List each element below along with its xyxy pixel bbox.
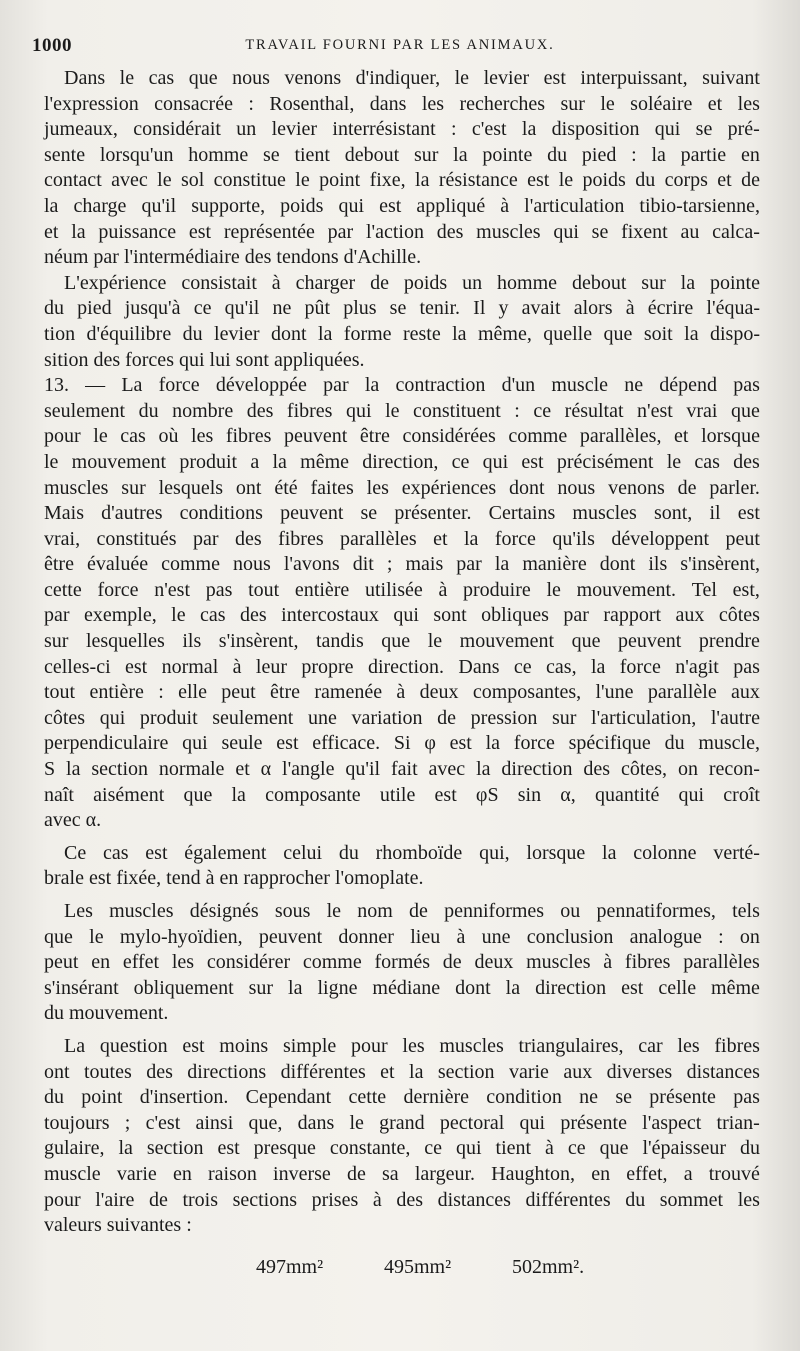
text-body bbox=[44, 66, 760, 1294]
text-line: toujours ; c'est ainsi que, dans le grand pectoral qui présente l'aspect trian- bbox=[44, 1111, 760, 1134]
section-values-row bbox=[44, 1248, 760, 1294]
text-line: 13. — La force développée par la contraction d'un muscle ne dépend pas bbox=[44, 374, 760, 397]
text-line: du point d'insertion. Cependant cette dernière condition ne se présente pas bbox=[44, 1086, 760, 1109]
text-line: ont toutes des directions différentes et la section varie aux diverses distances bbox=[44, 1060, 760, 1083]
paragraph bbox=[44, 271, 760, 373]
text-line: tout entière : elle peut être ramenée à deux composantes, l'une parallèle aux bbox=[44, 681, 760, 704]
text-line: gulaire, la section est presque constante, ce qui tient à ce que l'épaisseur du bbox=[44, 1137, 760, 1160]
text-line: la charge qu'il supporte, poids qui est appliqué à l'articulation tibio-tarsienne, bbox=[44, 194, 760, 217]
text-line: valeurs suivantes : bbox=[44, 1214, 192, 1237]
text-line: jumeaux, considérait un levier interrésistant : c'est la disposition qui se pré- bbox=[44, 118, 760, 141]
paragraph-gap bbox=[44, 1027, 760, 1034]
text-line: cette force n'est pas tout entière utilisée à produire le mouvement. Tel est, bbox=[44, 578, 760, 601]
text-line: néum par l'intermédiaire des tendons d'Achille. bbox=[44, 246, 422, 269]
text-line: Dans le cas que nous venons d'indiquer, le levier est interpuissant, suivant bbox=[64, 67, 760, 89]
text-line: tion d'équilibre du levier dont la forme reste la même, quelle que soit la dispo- bbox=[44, 322, 760, 345]
text-line: l'expression consacrée : Rosenthal, dans les recherches sur le soléaire et les bbox=[44, 92, 760, 115]
page-number: 1000 bbox=[32, 35, 72, 56]
section-value: 497mm² bbox=[256, 1255, 324, 1278]
text-line: La question est moins simple pour les muscles triangulaires, car les fibres bbox=[64, 1034, 760, 1057]
paragraph-gap bbox=[44, 892, 760, 899]
text-line: perpendiculaire qui seule est efficace. Si φ est la force spécifique du muscle, bbox=[44, 732, 760, 755]
text-line: Les muscles désignés sous le nom de penniformes ou pennatiformes, tels bbox=[64, 900, 760, 922]
text-line: et la puissance est représentée par l'action des muscles qui se fixent au calca- bbox=[44, 220, 760, 243]
text-line: avec α. bbox=[44, 809, 102, 832]
text-line: sition des forces qui lui sont appliquées. bbox=[44, 348, 365, 371]
text-line: pour l'aire de trois sections prises à des distances différentes du sommet les bbox=[44, 1188, 760, 1211]
text-line: muscle varie en raison inverse de sa largeur. Haughton, en effet, a trouvé bbox=[44, 1162, 760, 1185]
text-line: contact avec le sol constitue le point fixe, la résistance est le poids du corps et de bbox=[44, 169, 760, 192]
text-line: brale est fixée, tend à en rapprocher l'omoplate. bbox=[44, 867, 424, 890]
paragraph bbox=[44, 841, 760, 892]
paragraph-gap bbox=[44, 834, 760, 841]
text-line: sente lorsqu'un homme se tient debout sur la pointe du pied : la partie en bbox=[44, 143, 760, 166]
text-line: être évaluée comme nous l'avons dit ; mais par la manière dont ils s'insèrent, bbox=[44, 553, 760, 576]
text-line: peut en effet les considérer comme formés de deux muscles à fibres parallèles bbox=[44, 951, 760, 974]
text-line: du mouvement. bbox=[44, 1002, 169, 1025]
paragraph bbox=[44, 373, 760, 834]
text-line: pour le cas où les fibres peuvent être considérées comme parallèles, et lorsque bbox=[44, 425, 760, 448]
section-value: 495mm² bbox=[384, 1255, 452, 1278]
text-line: Ce cas est également celui du rhomboïde qui, lorsque la colonne verté- bbox=[64, 841, 760, 864]
text-line: côtes qui produit seulement une variation de pression sur l'articulation, l'autre bbox=[44, 706, 760, 729]
running-head: TRAVAIL FOURNI PAR LES ANIMAUX. bbox=[245, 37, 555, 53]
text-line: L'expérience consistait à charger de poids un homme debout sur la pointe bbox=[64, 271, 760, 294]
paragraph bbox=[44, 66, 760, 271]
text-line: vrai, constitués par des fibres parallèles et la force qu'ils développent peut bbox=[44, 527, 760, 550]
text-line: Mais d'autres conditions peuvent se présenter. Certains muscles sont, il est bbox=[44, 502, 760, 525]
text-line: que le mylo-hyoïdien, peuvent donner lieu à une conclusion analogue : on bbox=[44, 925, 760, 948]
text-line: le mouvement produit a la même direction, ce qui est précisément le cas des bbox=[44, 450, 760, 473]
text-line: par exemple, le cas des intercostaux qui sont obliques par rapport aux côtes bbox=[44, 604, 760, 627]
text-line: naît aisément que la composante utile est φS sin α, quantité qui croît bbox=[44, 783, 760, 806]
text-line: du pied jusqu'à ce qu'il ne pût plus se tenir. Il y avait alors à écrire l'équa- bbox=[44, 297, 760, 320]
paragraph bbox=[44, 1034, 760, 1239]
text-line: sur lesquelles ils s'insèrent, tandis que le mouvement que peuvent prendre bbox=[44, 630, 760, 653]
section-value: 502mm². bbox=[512, 1255, 585, 1278]
paragraph bbox=[44, 899, 760, 1027]
text-line: s'insérant obliquement sur la ligne médiane dont la direction est celle même bbox=[44, 976, 760, 999]
text-line: S la section normale et α l'angle qu'il fait avec la direction des côtes, on recon- bbox=[44, 758, 760, 781]
text-line: muscles sur lesquels ont été faites les expériences dont nous venons de parler. bbox=[44, 476, 760, 499]
text-line: seulement du nombre des fibres qui le constituent : ce résultat n'est vrai que bbox=[44, 399, 760, 422]
text-line: celles-ci est normal à leur propre direction. Dans ce cas, la force n'agit pas bbox=[44, 655, 760, 678]
